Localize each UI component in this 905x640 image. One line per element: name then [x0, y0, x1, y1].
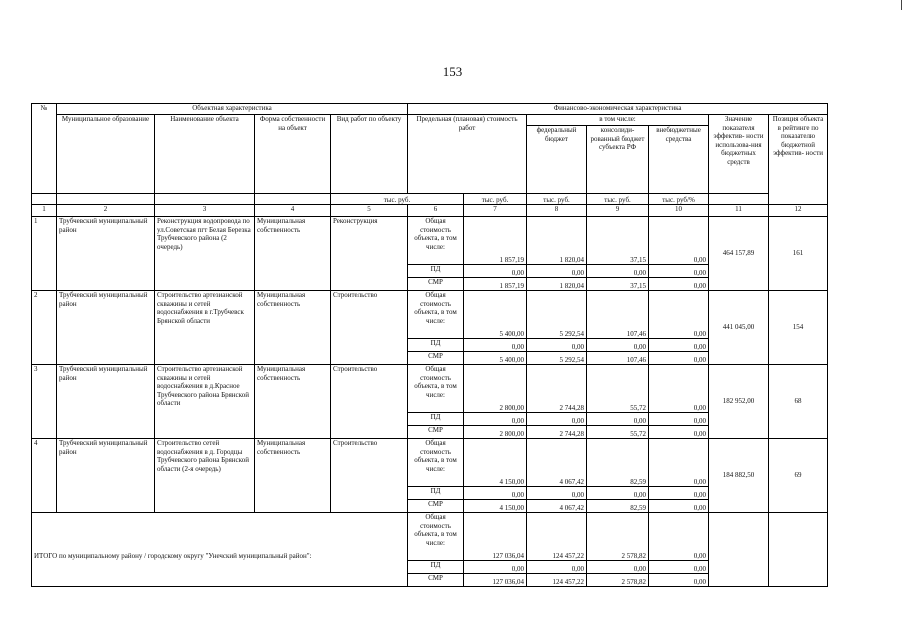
smr-value: 4 067,42	[527, 500, 587, 513]
header-offbudget: внебюджетные средства	[649, 126, 709, 194]
table-row	[32, 513, 828, 561]
header-municipality: Муниципальное образование	[57, 115, 155, 194]
smr-value: 0,00	[649, 426, 709, 439]
object-entry-3	[32, 365, 828, 439]
header-object-name: Наименование объекта	[155, 115, 255, 194]
smr-value: 2 800,00	[464, 426, 527, 439]
object-entry-1	[32, 217, 828, 291]
total-cost-label: Общая стоимость объекта, в том числе:	[408, 217, 464, 265]
pd-value: 0,00	[464, 339, 527, 352]
consolidated-value: 2 578,82	[587, 513, 649, 561]
pd-value: 0,00	[527, 339, 587, 352]
total-block	[32, 513, 828, 587]
total-cost-value: 2 800,00	[464, 365, 527, 413]
pd-label: ПД	[408, 413, 464, 426]
consolidated-value: 82,59	[587, 439, 649, 487]
offbudget-value: 0,00	[649, 439, 709, 487]
pd-value: 0,00	[649, 413, 709, 426]
smr-value: 2 578,82	[587, 574, 649, 587]
column-number: 4	[255, 205, 331, 217]
entry-number: 3	[32, 365, 57, 439]
smr-value: 0,00	[649, 500, 709, 513]
smr-label: СМР	[408, 352, 464, 365]
smr-value: 107,46	[587, 352, 649, 365]
pd-value: 0,00	[527, 561, 587, 574]
smr-value: 0,00	[649, 574, 709, 587]
pd-value: 0,00	[527, 487, 587, 500]
column-number: 2	[57, 205, 155, 217]
header-efficiency: Значение показателя эффектив- ности использова-ния бюджетных средств	[709, 115, 769, 194]
offbudget-value: 0,00	[649, 291, 709, 339]
page-number: 153	[442, 64, 463, 79]
column-number: 3	[155, 205, 255, 217]
rank-value: 161	[769, 217, 828, 291]
pd-value: 0,00	[464, 265, 527, 278]
entry-number: 1	[32, 217, 57, 291]
column-number: 12	[769, 205, 828, 217]
pd-value: 0,00	[464, 487, 527, 500]
column-numbers-row	[32, 205, 828, 217]
consolidated-value: 37,15	[587, 217, 649, 265]
federal-value: 4 067,42	[527, 439, 587, 487]
investment-table	[31, 103, 828, 587]
efficiency-value: 441 045,00	[709, 291, 769, 365]
offbudget-value: 0,00	[649, 365, 709, 413]
smr-value: 82,59	[587, 500, 649, 513]
smr-label: СМР	[408, 574, 464, 587]
column-number: 11	[709, 205, 769, 217]
column-number: 8	[527, 205, 587, 217]
entry-work-type: Строительство	[331, 439, 408, 513]
header-max-cost: Предельная (плановая) стоимость работ	[408, 115, 527, 194]
entry-work-type: Строительство	[331, 291, 408, 365]
federal-value: 124 457,22	[527, 513, 587, 561]
smr-value: 55,72	[587, 426, 649, 439]
entry-ownership: Муниципальная собственность	[255, 217, 331, 291]
column-number: 1	[32, 205, 57, 217]
header-object-group: Объектная характеристика	[57, 104, 408, 115]
unit-label: тыс. руб.	[331, 194, 464, 205]
object-entry-4	[32, 439, 828, 513]
entry-municipality: Трубчевский муниципальный район	[57, 291, 155, 365]
pd-value: 0,00	[649, 487, 709, 500]
unit-label: тыс. руб.	[527, 194, 587, 205]
total-cost-label: Общая стоимость объекта, в том числе:	[408, 365, 464, 413]
pd-label: ПД	[408, 339, 464, 352]
header-ownership: Форма собственности на объект	[255, 115, 331, 194]
pd-value: 0,00	[587, 561, 649, 574]
total-cost-value: 1 857,19	[464, 217, 527, 265]
pd-value: 0,00	[527, 265, 587, 278]
federal-value: 2 744,28	[527, 365, 587, 413]
unit-label: тыс. руб.	[464, 194, 527, 205]
column-number: 7	[464, 205, 527, 217]
smr-value: 1 857,19	[464, 278, 527, 291]
column-number: 9	[587, 205, 649, 217]
entry-municipality: Трубчевский муниципальный район	[57, 217, 155, 291]
smr-value: 0,00	[649, 352, 709, 365]
object-entry-2	[32, 291, 828, 365]
entry-work-type: Строительство	[331, 365, 408, 439]
smr-value: 5 400,00	[464, 352, 527, 365]
efficiency-value: 184 882,50	[709, 439, 769, 513]
pd-value: 0,00	[587, 265, 649, 278]
entry-municipality: Трубчевский муниципальный район	[57, 365, 155, 439]
efficiency-value: 182 952,00	[709, 365, 769, 439]
pd-value: 0,00	[587, 487, 649, 500]
rank-value: 154	[769, 291, 828, 365]
smr-value: 2 744,28	[527, 426, 587, 439]
federal-value: 1 820,04	[527, 217, 587, 265]
rank-value: 68	[769, 365, 828, 439]
smr-value: 5 292,54	[527, 352, 587, 365]
column-number: 5	[331, 205, 408, 217]
entry-object-name: Строительство артезианской скважины и сетей водоснабжения в д.Красное Трубчевского района Брянской области	[155, 365, 255, 439]
entry-municipality: Трубчевский муниципальный район	[57, 439, 155, 513]
column-number: 10	[649, 205, 709, 217]
header-position: Позиция объекта в рейтинге по показателю бюджетной эффектив- ности	[769, 115, 828, 205]
table-row	[32, 217, 828, 265]
consolidated-value: 107,46	[587, 291, 649, 339]
rank-value: 69	[769, 439, 828, 513]
smr-value: 127 036,04	[464, 574, 527, 587]
total-cost-value: 127 036,04	[464, 513, 527, 561]
offbudget-value: 0,00	[649, 513, 709, 561]
smr-label: СМР	[408, 278, 464, 291]
total-cost-label: Общая стоимость объекта, в том числе:	[408, 439, 464, 487]
pd-value: 0,00	[527, 413, 587, 426]
smr-value: 0,00	[649, 278, 709, 291]
offbudget-value: 0,00	[649, 217, 709, 265]
pd-label: ПД	[408, 487, 464, 500]
smr-value: 1 820,04	[527, 278, 587, 291]
column-number: 6	[408, 205, 464, 217]
entry-number: 2	[32, 291, 57, 365]
table-row	[32, 365, 828, 413]
header-finance-group: Финансово-экономическая характеристика	[408, 104, 828, 115]
header-consolidated: консолиди- рованный бюджет субъекта РФ	[587, 126, 649, 194]
header-num: №	[32, 104, 57, 194]
header-federal: федеральный бюджет	[527, 126, 587, 194]
smr-value: 37,15	[587, 278, 649, 291]
pd-label: ПД	[408, 265, 464, 278]
entry-object-name: Строительство артезианской скважины и сетей водоснабжения в г.Трубчевск Брянской области	[155, 291, 255, 365]
pd-value: 0,00	[649, 265, 709, 278]
entry-ownership: Муниципальная собственность	[255, 439, 331, 513]
table-row	[32, 439, 828, 487]
pd-value: 0,00	[649, 339, 709, 352]
entry-object-name: Строительство сетей водоснабжения в д. Городцы Трубчевского района Брянской области (2-я очередь)	[155, 439, 255, 513]
smr-label: СМР	[408, 500, 464, 513]
pd-label: ПД	[408, 561, 464, 574]
entry-number: 4	[32, 439, 57, 513]
scan-edge-mark	[901, 0, 902, 10]
pd-value: 0,00	[464, 413, 527, 426]
total-label: ИТОГО по муниципальному району / городскому округу "Унечский муниципальный район":	[32, 513, 408, 587]
unit-label: тыс. руб.	[587, 194, 649, 205]
header-work-type: Вид работ по объекту	[331, 115, 408, 194]
total-cost-label: Общая стоимость объекта, в том числе:	[408, 291, 464, 339]
pd-value: 0,00	[587, 339, 649, 352]
entry-object-name: Реконструкция водопровода по ул.Советская пгт Белая Березка Трубчевского района (2 очередь)	[155, 217, 255, 291]
federal-value: 5 292,54	[527, 291, 587, 339]
table-row	[32, 291, 828, 339]
total-cost-label: Общая стоимость объекта, в том числе:	[408, 513, 464, 561]
table-header	[32, 104, 828, 217]
pd-value: 0,00	[464, 561, 527, 574]
entry-work-type: Реконструкция	[331, 217, 408, 291]
pd-value: 0,00	[587, 413, 649, 426]
efficiency-value: 464 157,89	[709, 217, 769, 291]
total-cost-value: 5 400,00	[464, 291, 527, 339]
total-cost-value: 4 150,00	[464, 439, 527, 487]
unit-label: тыс. руб/%	[649, 194, 709, 205]
entry-ownership: Муниципальная собственность	[255, 291, 331, 365]
header-including: в том числе:	[527, 115, 709, 126]
pd-value: 0,00	[649, 561, 709, 574]
smr-value: 4 150,00	[464, 500, 527, 513]
consolidated-value: 55,72	[587, 365, 649, 413]
smr-label: СМР	[408, 426, 464, 439]
smr-value: 124 457,22	[527, 574, 587, 587]
entry-ownership: Муниципальная собственность	[255, 365, 331, 439]
